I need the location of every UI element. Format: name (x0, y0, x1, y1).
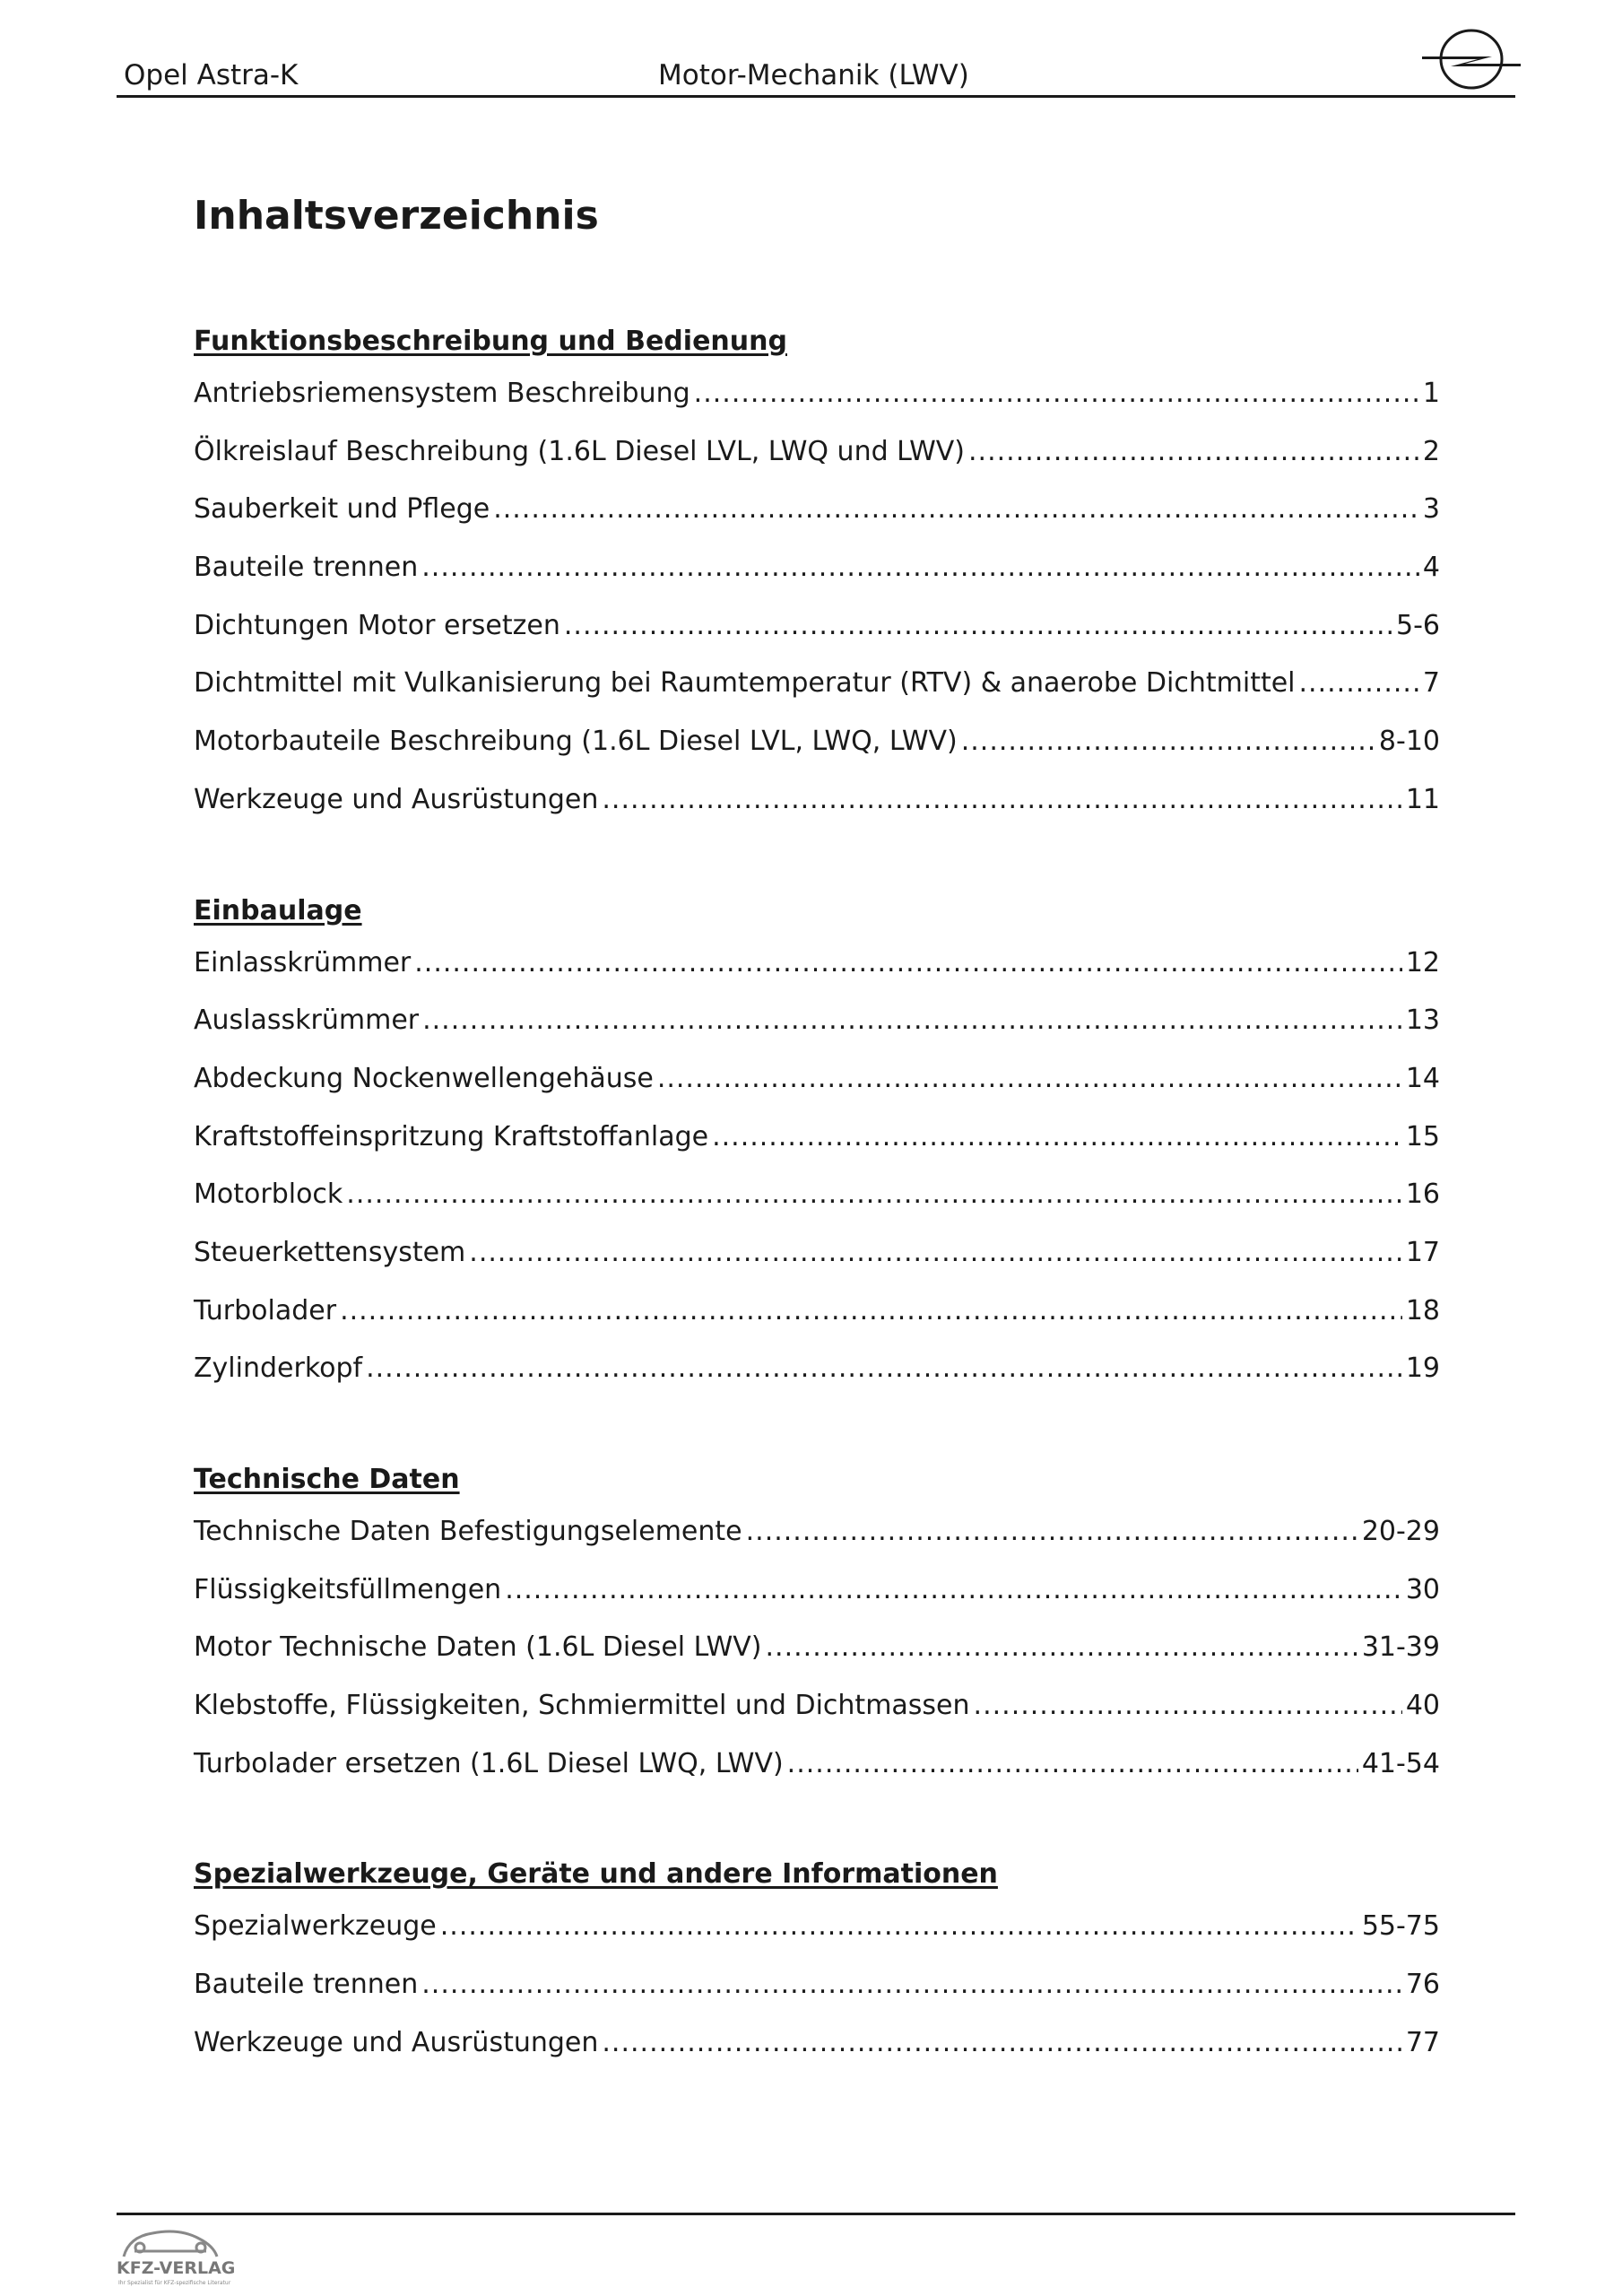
dot-leader (346, 1166, 1402, 1224)
toc-entry[interactable] (194, 365, 1440, 423)
dot-leader (340, 1283, 1402, 1341)
toc-entry[interactable] (194, 1898, 1440, 1956)
publisher-logo-subtext: Ihr Spezialist für KFZ-spezifische Literatur (118, 2280, 231, 2286)
entry-page: 77 (1405, 2026, 1440, 2058)
dot-leader (493, 481, 1419, 539)
dot-leader (974, 1677, 1402, 1735)
dot-leader (440, 1898, 1358, 1956)
entry-label: Bauteile trennen (194, 1969, 419, 2001)
dot-leader (712, 1109, 1402, 1167)
page-footer (117, 2213, 1515, 2286)
entry-page: 1 (1422, 378, 1440, 409)
entry-page: 30 (1405, 1573, 1440, 1605)
entry-page: 41-54 (1361, 1747, 1440, 1779)
entry-page: 15 (1405, 1120, 1440, 1152)
entry-page: 4 (1422, 552, 1440, 584)
dot-leader (961, 713, 1375, 771)
toc-entry[interactable] (194, 713, 1440, 771)
entry-label: Flüssigkeitsfüllmengen (194, 1573, 502, 1605)
entry-page: 17 (1405, 1236, 1440, 1268)
toc-section (194, 1851, 1440, 2072)
entry-label: Bauteile trennen (194, 552, 419, 584)
entry-label: Turbolader (194, 1294, 337, 1326)
entry-label: Dichtungen Motor ersetzen (194, 609, 560, 641)
toc-entry[interactable] (194, 1619, 1440, 1677)
entry-page: 3 (1422, 493, 1440, 526)
entry-label: Sauberkeit und Pflege (194, 493, 490, 526)
section-spacer (194, 1793, 1440, 1851)
entry-page: 20-29 (1361, 1516, 1440, 1547)
entry-page: 16 (1405, 1178, 1440, 1211)
dot-leader (787, 1735, 1358, 1794)
toc-entry[interactable] (194, 2014, 1440, 2073)
toc-entry[interactable] (194, 1677, 1440, 1735)
entry-page: 19 (1405, 1352, 1440, 1385)
entry-label: Werkzeuge und Ausrüstungen (194, 783, 599, 815)
dot-leader (564, 597, 1392, 656)
toc-entry[interactable] (194, 1224, 1440, 1283)
dot-leader (746, 1503, 1358, 1561)
dot-leader (422, 992, 1402, 1050)
toc-entry[interactable] (194, 771, 1440, 830)
entry-page: 31-39 (1361, 1631, 1440, 1664)
entry-page: 12 (1405, 946, 1440, 978)
toc-entry[interactable] (194, 1956, 1440, 2014)
toc-entry[interactable] (194, 539, 1440, 597)
toc-entry[interactable] (194, 992, 1440, 1050)
entry-label: Motor Technische Daten (1.6L Diesel LWV) (194, 1631, 762, 1664)
toc-entry[interactable] (194, 1735, 1440, 1794)
dot-leader (414, 935, 1402, 993)
toc-entry[interactable] (194, 597, 1440, 656)
entry-label: Spezialwerkzeuge (194, 1910, 437, 1943)
entry-label: Einlasskrümmer (194, 946, 412, 978)
publisher-logo-text: KFZ-VERLAG (117, 2258, 236, 2278)
entry-page: 55-75 (1361, 1910, 1440, 1943)
entry-label: Klebstoffe, Flüssigkeiten, Schmiermittel und Dichtmassen (194, 1690, 970, 1722)
entry-page: 7 (1422, 667, 1440, 700)
entry-page: 2 (1422, 435, 1440, 467)
section-title: Funktionsbeschreibung und Bedienung (194, 326, 787, 357)
entry-page: 11 (1405, 783, 1440, 815)
entry-page: 18 (1405, 1294, 1440, 1326)
toc-entry[interactable] (194, 1561, 1440, 1620)
dot-leader (602, 2014, 1401, 2073)
entry-label: Kraftstoffeinspritzung Kraftstoffanlage (194, 1120, 709, 1152)
dot-leader (766, 1619, 1358, 1677)
entry-label: Dichtmittel mit Vulkanisierung bei Raumtemperatur (RTV) & anaerobe Dichtmittel (194, 667, 1296, 700)
page-header (117, 56, 1515, 98)
toc-entry[interactable] (194, 1050, 1440, 1109)
toc-entry[interactable] (194, 935, 1440, 993)
section-spacer (194, 1398, 1440, 1457)
toc-entry[interactable] (194, 1340, 1440, 1398)
entry-page: 40 (1405, 1690, 1440, 1722)
toc-entry[interactable] (194, 1503, 1440, 1561)
entry-label: Auslasskrümmer (194, 1004, 420, 1037)
dot-leader (366, 1340, 1402, 1398)
opel-blitz-logo-icon (1418, 27, 1524, 91)
entry-label: Ölkreislauf Beschreibung (1.6L Diesel LVL, LWQ und LWV) (194, 435, 966, 467)
dot-leader (1299, 655, 1419, 713)
dot-leader (421, 539, 1419, 597)
toc-entry[interactable] (194, 481, 1440, 539)
entry-page: 76 (1405, 1969, 1440, 2001)
entry-page: 13 (1405, 1004, 1440, 1037)
section-title: Einbaulage (194, 894, 362, 926)
entry-label: Werkzeuge und Ausrüstungen (194, 2026, 599, 2058)
dot-leader (968, 423, 1419, 482)
section-spacer (194, 830, 1440, 888)
toc-section (194, 318, 1440, 830)
toc-section (194, 888, 1440, 1399)
toc-entry[interactable] (194, 655, 1440, 713)
section-title: Technische Daten (194, 1464, 460, 1495)
header-document-title: Motor-Mechanik (LWV) (658, 59, 969, 91)
header-vehicle-model: Opel Astra-K (124, 59, 299, 91)
entry-label: Abdeckung Nockenwellengehäuse (194, 1062, 654, 1094)
toc-entry[interactable] (194, 1283, 1440, 1341)
dot-leader (469, 1224, 1402, 1283)
entry-label: Motorbauteile Beschreibung (1.6L Diesel LVL, LWQ, LWV) (194, 726, 958, 758)
dot-leader (657, 1050, 1402, 1109)
entry-label: Antriebsriemensystem Beschreibung (194, 378, 690, 409)
toc-entry[interactable] (194, 423, 1440, 482)
entry-label: Zylinderkopf (194, 1352, 363, 1385)
table-of-contents (194, 318, 1440, 2073)
entry-page: 14 (1405, 1062, 1440, 1094)
entry-label: Steuerkettensystem (194, 1236, 466, 1268)
toc-section (194, 1457, 1440, 1793)
entry-label: Technische Daten Befestigungselemente (194, 1516, 742, 1547)
entry-label: Motorblock (194, 1178, 343, 1211)
section-title: Spezialwerkzeuge, Geräte und andere Informationen (194, 1858, 998, 1891)
page-title: Inhaltsverzeichnis (194, 193, 599, 239)
toc-entry[interactable] (194, 1109, 1440, 1167)
dot-leader (421, 1956, 1402, 2014)
dot-leader (602, 771, 1401, 830)
entry-page: 5-6 (1396, 609, 1440, 641)
toc-entry[interactable] (194, 1166, 1440, 1224)
dot-leader (694, 365, 1419, 423)
entry-page: 8-10 (1378, 726, 1440, 758)
entry-label: Turbolader ersetzen (1.6L Diesel LWQ, LWV) (194, 1747, 784, 1779)
dot-leader (505, 1561, 1402, 1620)
